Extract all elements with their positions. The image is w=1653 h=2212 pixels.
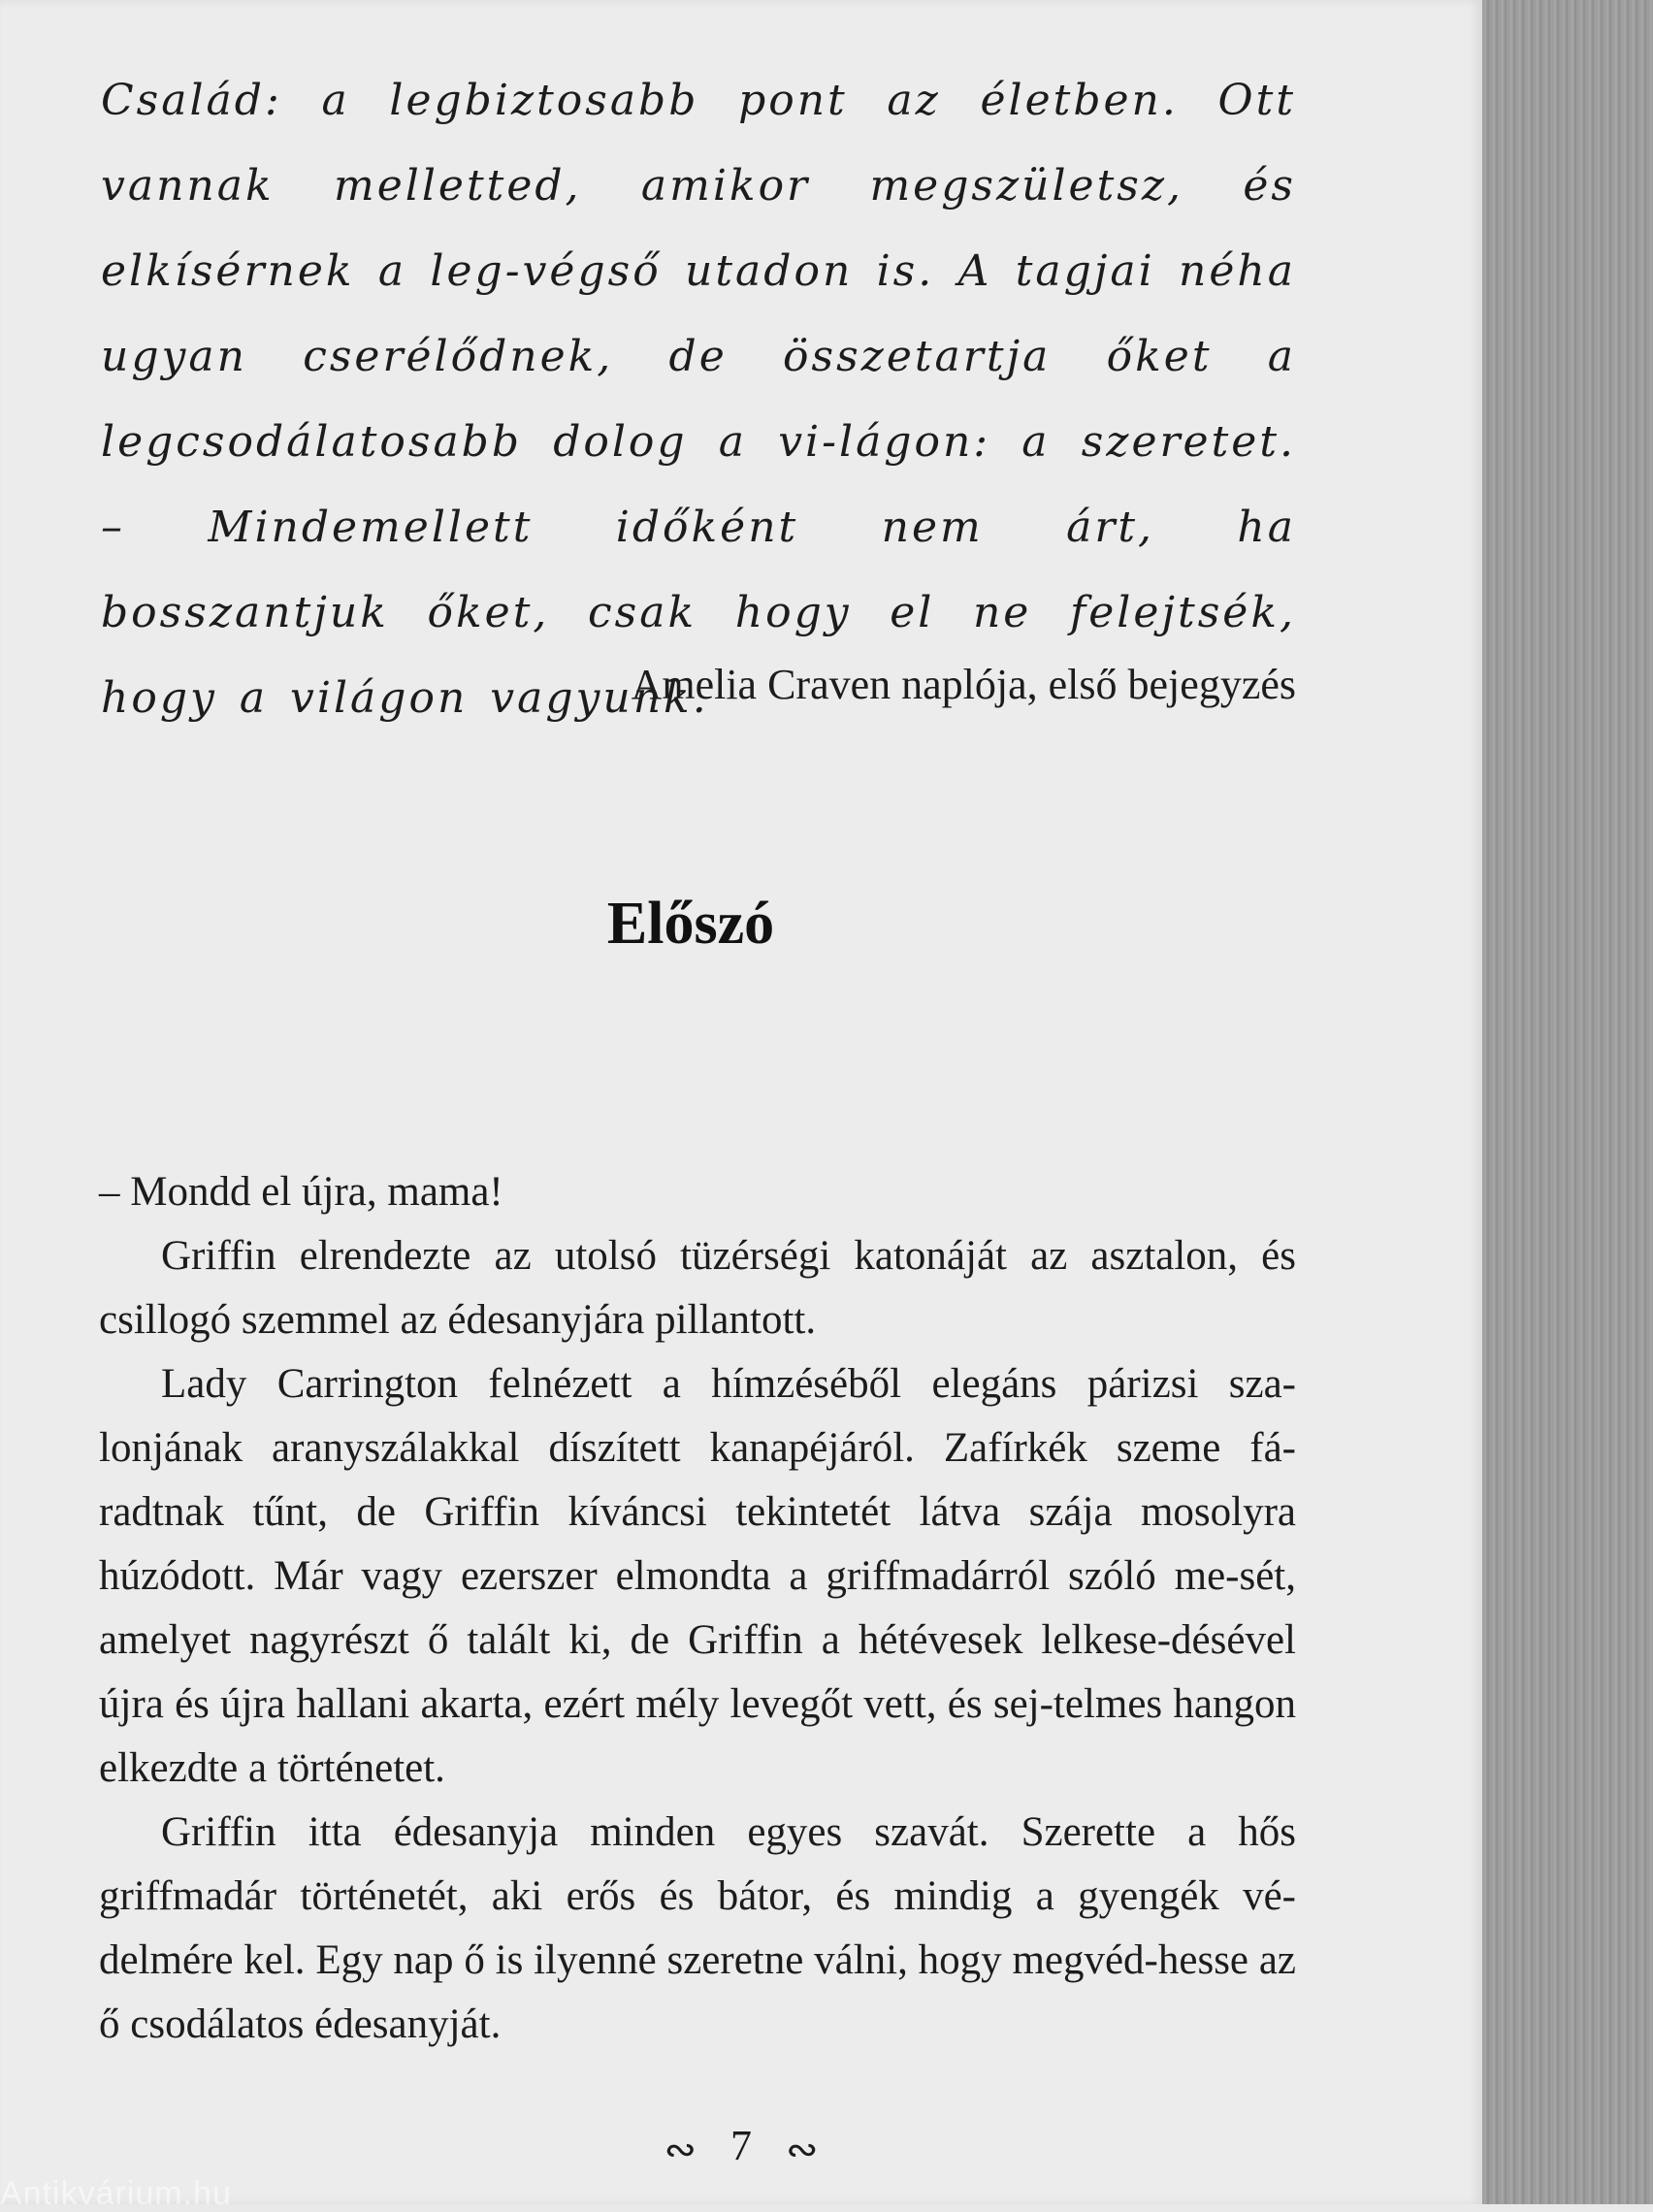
paragraph: – Mondd el újra, mama! [99, 1169, 503, 1215]
page-number: 7 [730, 2122, 752, 2169]
page-edges [1482, 0, 1653, 2204]
page-footer [0, 2117, 1482, 2179]
paragraph: Lady Carrington felnézett a hímzéséből elegáns párizsi sza-lonjának aranyszálakkal díszített kanapéjáról. Zafírkék szeme fá-radtnak tűnt, de Griffin kíváncsi tekintetét látva szája mosolyra húzódott. Már vagy ezerszer elmondta a griffmadárról szóló me-sét, amelyet nagyrészt ő talált ki, de Griffin a hétévesek lelkese-désével újra és újra hallani akarta, ezért mély levegőt vett, és sej-telmes hangon elkezdte a történetet. [99, 1361, 1296, 1791]
paragraph: Griffin elrendezte az utolsó tüzérségi katonáját az asztalon, és csillogó szemmel az édesanyjára pillantott. [99, 1233, 1296, 1343]
epigraph-text: Család: a legbiztosabb pont az életben. Ott vannak melletted, amikor megszületsz, és elkísérnek a leg-végső utadon is. A tagjai néha ugyan cserélődnek, de összetartja őket a legcsodálatosabb dolog a vi-lágon: a szeretet. – Mindemellett időként nem árt, ha bosszantjuk őket, csak hogy el ne felejtsék, hogy a világon vagyunk. [101, 76, 1296, 723]
epigraph-attribution: Amelia Craven naplója, első bejegyzés [631, 661, 1296, 708]
body-text [99, 1160, 1296, 2057]
left-ornament-icon: ∾ [664, 2127, 697, 2171]
paragraph: Griffin itta édesanyja minden egyes szavát. Szerette a hős griffmadár történetét, aki erős és bátor, és mindig a gyengék vé-delmére kel. Egy nap ő is ilyenné szeretne válni, hogy megvéd-hesse az ő csodálatos édesanyját. [99, 1809, 1296, 2047]
chapter-title: Előszó [606, 891, 775, 957]
right-ornament-icon: ∾ [786, 2127, 819, 2171]
watermark: Antikvárium.hu [0, 2175, 232, 2212]
